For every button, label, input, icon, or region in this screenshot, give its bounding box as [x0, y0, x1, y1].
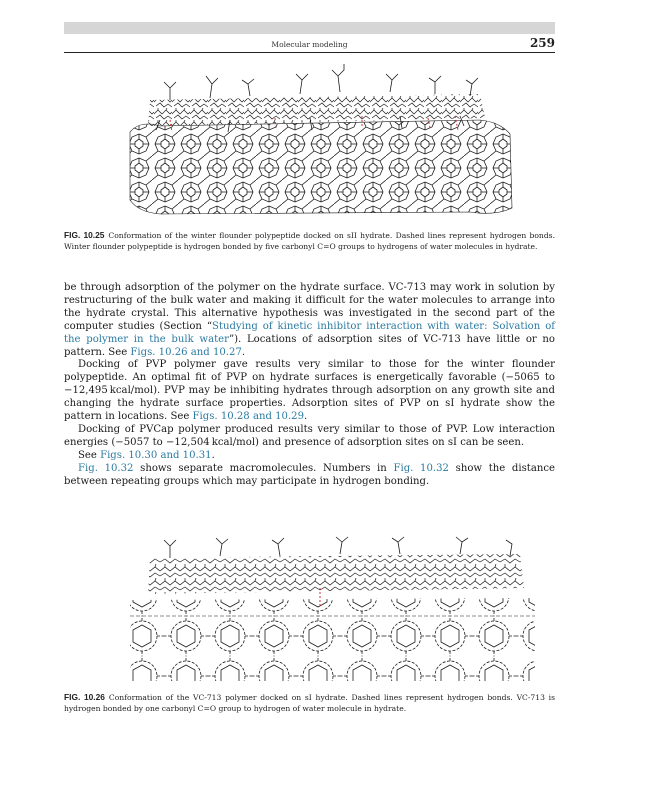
paragraph-5	[64, 463, 555, 489]
paragraph-3	[64, 424, 555, 450]
figs-10-28-29-link[interactable]: Figs. 10.28 and 10.29	[192, 411, 305, 423]
top-gray-band	[64, 22, 555, 34]
p1-text-2: ”). Locations of adsorption sites of VC-713 have little or no pattern. See	[64, 333, 555, 358]
page-header	[64, 36, 555, 53]
figure-10-26-label: FIG. 10.26	[64, 692, 105, 702]
body-text	[64, 282, 555, 489]
figure-10-26-image	[120, 536, 540, 684]
p1-text-3: .	[241, 346, 246, 358]
figure-10-25-image	[100, 60, 530, 223]
p1-text-1: be through adsorption of the polymer on the hydrate surface. VC-713 may work in solution by restructuring of the bulk water and making it difficult for the water molecules to arrange into the hydrate crystal. This alternative hypothesis was investigated in the second part of the computer studies (Section “	[64, 282, 555, 332]
p5-text-1: shows separate macromolecules. Numbers in	[133, 462, 394, 474]
paragraph-2	[64, 359, 555, 424]
molecular-structure-drawing-1	[100, 60, 530, 223]
section-link[interactable]: Studying of kinetic inhibitor interaction with water: Solvation of the polymer in the bulk water	[64, 320, 556, 345]
paragraph-1	[64, 282, 555, 359]
p2-text-1: Docking of PVP polymer gave results very similar to those for the winter flounder polypeptide. An optimal fit of PVP on hydrate surfaces is energetically favorable (−5065 to −12,495 kcal/mol). PVP may be inhibiting hydrates through adsorption on any growth site and changing the hydrate surface properties. Adsorption sites of PVP on sI hydrate show the pattern in locations. See	[64, 359, 555, 423]
p4-text-1: See	[78, 449, 101, 461]
figs-10-26-27-link[interactable]: Figs. 10.26 and 10.27	[130, 346, 242, 358]
fig-10-32-link-2[interactable]: Fig. 10.32	[393, 462, 449, 474]
p3-text-1: Docking of PVCap polymer produced results very similar to those of PVP. Low interaction energies (−5057 to −12,504 kcal/mol) and presence of adsorption sites on sI can be seen.	[64, 423, 555, 448]
p4-text-2: .	[211, 449, 215, 461]
p5-text-2: show the distance between repeating groups which may participate in hydrogen bonding.	[64, 462, 555, 487]
fig-10-32-link-1[interactable]: Fig. 10.32	[78, 462, 134, 474]
figure-10-25-caption	[64, 230, 555, 252]
figs-10-30-31-link[interactable]: Figs. 10.30 and 10.31	[100, 449, 212, 461]
page-number: 259	[529, 36, 555, 50]
figure-10-25-caption-text: Conformation of the winter flounder polypeptide docked on sII hydrate. Dashed lines represent hydrogen bonds. Winter flounder polypeptide is hydrogen bonded by five carbonyl C=O groups to hydrogens of water molecules in hydrate.	[64, 231, 555, 251]
paragraph-4	[64, 450, 555, 463]
figure-10-26-caption-text: Conformation of the VC-713 polymer docked on sI hydrate. Dashed lines represent hydrogen bonds. VC-713 is hydrogen bonded by one carbonyl C=O group to hydrogen of water molecule in hydrate.	[64, 693, 555, 713]
p2-text-2: .	[304, 411, 308, 423]
figure-10-26-caption	[64, 692, 555, 714]
running-title: Molecular modeling	[271, 40, 348, 49]
molecular-structure-drawing-2	[120, 536, 540, 684]
figure-10-25-label: FIG. 10.25	[64, 230, 105, 240]
